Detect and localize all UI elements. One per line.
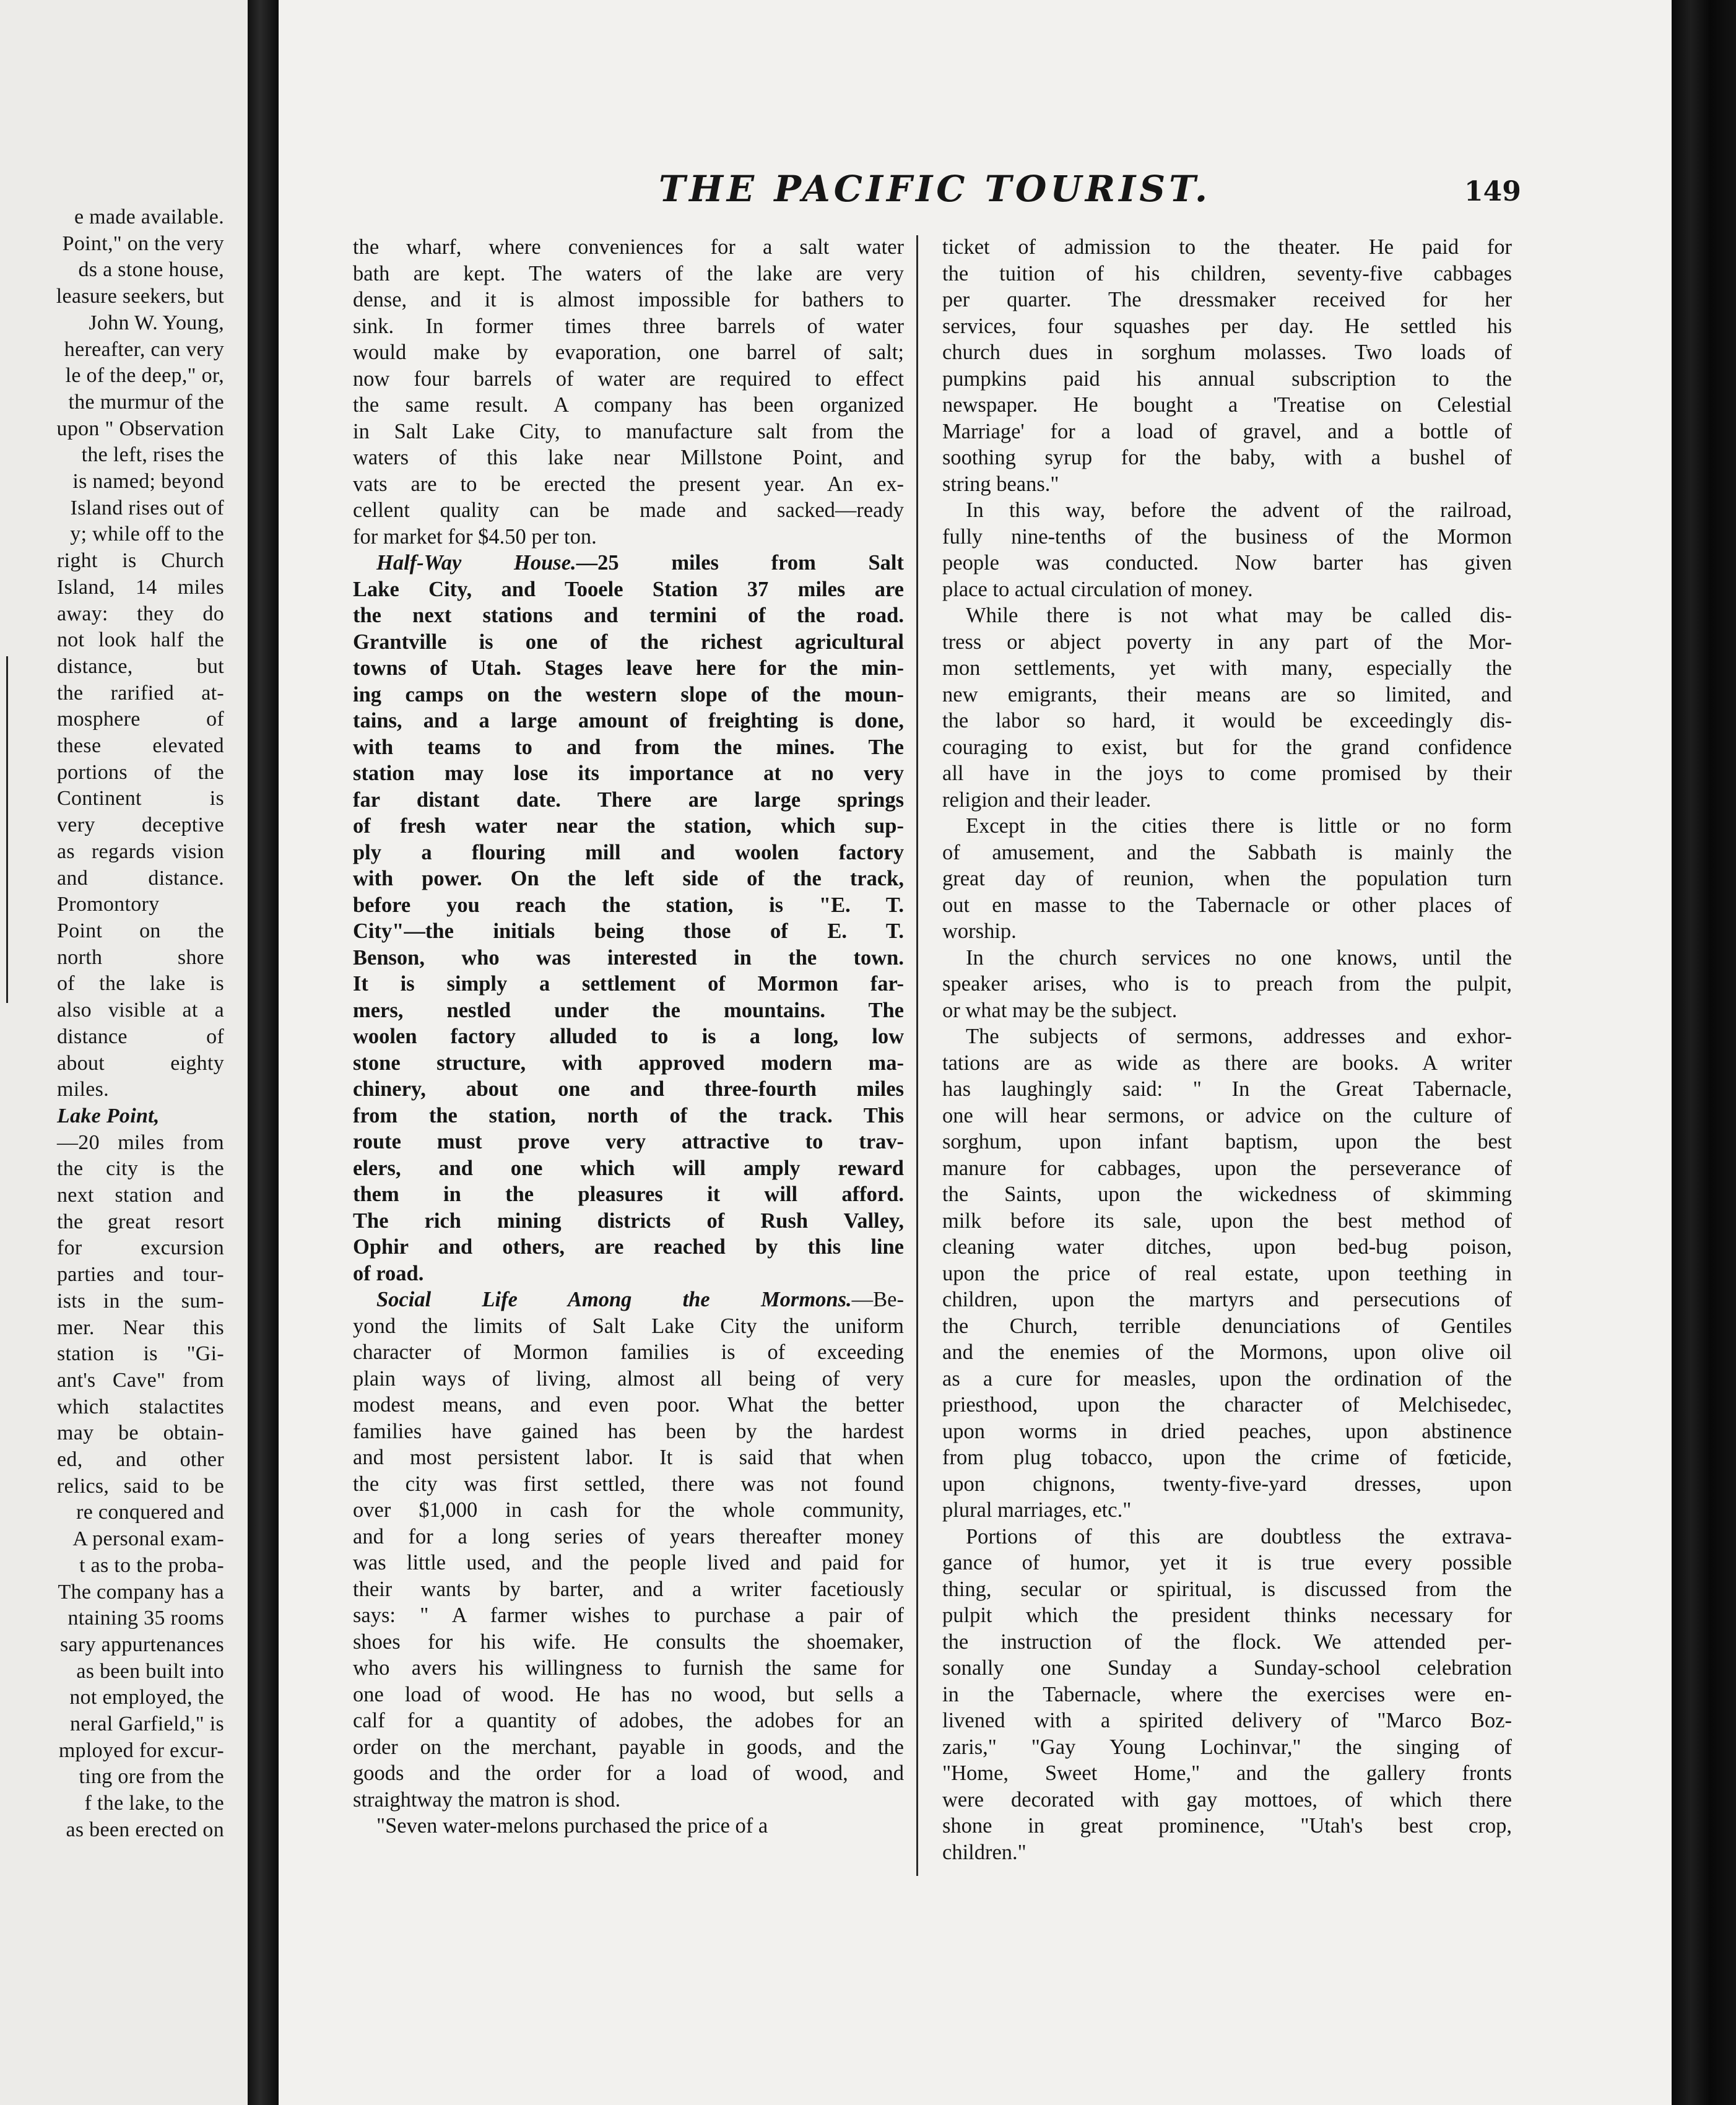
paragraph-line: Lake City, and Tooele Station 37 miles are: [353, 577, 904, 601]
paragraph-line: and the enemies of the Mormons, upon olive oil: [942, 1340, 1512, 1364]
paragraph-line: tress or abject poverty in any part of the Mor-: [942, 630, 1512, 654]
paragraph-line: now four barrels of water are required to effect: [353, 367, 904, 391]
paragraph-line: the wharf, where conveniences for a salt water: [353, 235, 904, 259]
paragraph-line: Grantville is one of the richest agricultural: [353, 630, 904, 654]
paragraph-line: upon chignons, twenty-five-yard dresses, upon: [942, 1472, 1512, 1496]
paragraph-line: out en masse to the Tabernacle or other places of: [942, 893, 1512, 917]
paragraph-line: shone in great prominence, "Utah's best crop,: [942, 1814, 1512, 1838]
paragraph-line: plural marriages, etc.": [942, 1498, 1132, 1522]
engraving-border: [0, 656, 8, 1003]
page-edge-shadow: [1672, 0, 1736, 2105]
paragraph-line: soothing syrup for the baby, with a bushel of: [942, 446, 1512, 469]
paragraph-line: for market for $4.50 per ton.: [353, 524, 597, 549]
text-column-left: [353, 234, 904, 1839]
facing-page-line: of the lake is: [57, 972, 224, 996]
text-column-right: [942, 234, 1512, 1865]
paragraph-line: priesthood, upon the character of Melchisedec,: [942, 1393, 1512, 1417]
paragraph-line: their wants by barter, and a writer facetiously: [353, 1577, 904, 1601]
facing-page-line: as been built into: [76, 1659, 224, 1683]
paragraph-line: calf for a quantity of adobes, the adobes for an: [353, 1709, 904, 1732]
facing-page-line: parties and tour-: [57, 1263, 224, 1287]
facing-page-line: and distance.: [57, 866, 224, 890]
paragraph-line: and most persistent labor. It is said that when: [353, 1446, 904, 1469]
paragraph-line: In this way, before the advent of the railroad,: [966, 498, 1512, 522]
facing-page-line: relics, said to be: [57, 1474, 224, 1498]
facing-page-line: y; while off to the: [70, 523, 224, 546]
paragraph-line: over $1,000 in cash for the whole community,: [353, 1498, 904, 1522]
paragraph-line: vats are to be erected the present year. An ex-: [353, 472, 904, 496]
paragraph-line: services, four squashes per day. He settled his: [942, 314, 1512, 338]
facing-page-line: the left, rises the: [81, 443, 224, 467]
paragraph-line: with power. On the left side of the track,: [353, 867, 904, 890]
paragraph-line: new emigrants, their means are so limited, and: [942, 682, 1512, 706]
paragraph-line: Benson, who was interested in the town.: [353, 945, 904, 970]
paragraph-line: milk before its sale, upon the best method of: [942, 1209, 1512, 1233]
paragraph-line: string beans.": [942, 472, 1059, 496]
facing-page-line: A personal exam-: [72, 1527, 224, 1551]
paragraph-line: them in the pleasures it will afford.: [353, 1183, 904, 1206]
paragraph-line: before you reach the station, is "E. T.: [353, 893, 904, 917]
facing-page-line: Island rises out of: [70, 496, 224, 519]
paragraph-line: or what may be the subject.: [942, 998, 1178, 1022]
paragraph-line: sorghum, upon infant baptism, upon the best: [942, 1130, 1512, 1153]
paragraph-line: order on the merchant, payable in goods, and the: [353, 1735, 904, 1759]
facing-page-line: Lake Point,: [57, 1104, 160, 1127]
paragraph-line: The subjects of sermons, addresses and exhor-: [966, 1025, 1512, 1048]
paragraph-line: as a cure for measles, upon the ordination of the: [942, 1366, 1512, 1391]
paragraph-line: sink. In former times three barrels of water: [353, 314, 904, 338]
paragraph-line: children.": [942, 1840, 1026, 1864]
paragraph-line: [353, 1287, 904, 1313]
paragraph-line: all have in the joys to come promised by their: [942, 762, 1512, 785]
paragraph-line: character of Mormon families is of exceeding: [353, 1340, 904, 1364]
facing-page-line: —20 miles from: [57, 1131, 224, 1154]
paragraph-line: ing camps on the western slope of the moun-: [353, 682, 904, 706]
paragraph-line: While there is not what may be called dis-: [966, 604, 1512, 627]
paragraph-line: pulpit which the president thinks necessary for: [942, 1604, 1512, 1627]
paragraph-line: tains, and a large amount of freighting is done,: [353, 709, 904, 732]
facing-page-line: ds a stone house,: [78, 258, 224, 282]
paragraph-line: livened with a spirited delivery of "Marco Boz-: [942, 1709, 1512, 1732]
paragraph-line: zaris," "Gay Young Lochinvar," the singing of: [942, 1735, 1512, 1759]
paragraph-line: says: " A farmer wishes to purchase a pair of: [353, 1604, 904, 1627]
paragraph-line: from the station, north of the track. This: [353, 1103, 904, 1127]
paragraph-line: goods and the order for a load of wood, and: [353, 1761, 904, 1785]
paragraph-line: ply a flouring mill and woolen factory: [353, 840, 904, 864]
paragraph-line: Except in the cities there is little or no form: [966, 814, 1512, 838]
paragraph-line: the Church, terrible denunciations of Gentiles: [942, 1314, 1512, 1338]
paragraph-line: families have gained has been by the hardest: [353, 1419, 904, 1443]
paragraph-line: mon settlements, yet with many, especially the: [942, 656, 1512, 680]
facing-page-line: Point," on the very: [62, 232, 224, 255]
facing-page-line: away: they do: [57, 602, 224, 625]
paragraph-line: the instruction of the flock. We attended per-: [942, 1630, 1512, 1654]
paragraph-line: would make by evaporation, one barrel of salt;: [353, 341, 904, 364]
facing-page-line: le of the deep," or,: [65, 364, 224, 388]
paragraph-line: towns of Utah. Stages leave here for the min-: [353, 656, 904, 680]
paragraph-line: who avers his willingness to furnish the same for: [353, 1656, 904, 1680]
heading-run-in-text: —Be-: [851, 1288, 904, 1311]
paragraph-line: plain ways of living, almost all being of very: [353, 1366, 904, 1391]
facing-page-line: Promontory: [57, 893, 160, 916]
paragraph-line: mers, nestled under the mountains. The: [353, 998, 904, 1022]
paragraph-line: couraging to exist, but for the grand confidence: [942, 735, 1512, 759]
paragraph-line: one load of wood. He has no wood, but sells a: [353, 1682, 904, 1706]
facing-page-line: distance of: [57, 1025, 224, 1048]
paragraph-line: modest means, and even poor. What the better: [353, 1393, 904, 1417]
paragraph-line: City"—the initials being those of E. T.: [353, 919, 904, 943]
paragraph-line: shoes for his wife. He consults the shoemaker,: [353, 1630, 904, 1654]
facing-page-line: distance, but: [57, 654, 224, 678]
paragraph-line: gance of humor, yet it is true every possible: [942, 1551, 1512, 1574]
paragraph-line: place to actual circulation of money.: [942, 577, 1253, 601]
facing-page-line: neral Garfield," is: [70, 1712, 224, 1736]
facing-page-line: also visible at a: [57, 999, 224, 1022]
facing-page-line: right is Church: [57, 549, 224, 573]
paragraph-line: woolen factory alluded to is a long, low: [353, 1025, 904, 1048]
paragraph-line: thing, secular or spiritual, is discussed from the: [942, 1577, 1512, 1601]
facing-page-line: the murmur of the: [68, 390, 224, 414]
facing-page-line: f the lake, to the: [84, 1792, 224, 1815]
facing-page-line: ting ore from the: [79, 1765, 224, 1789]
facing-page-line: as regards vision: [57, 840, 224, 863]
paragraph-line: children, upon the martyrs and persecutions of: [942, 1288, 1512, 1311]
facing-page-line: ntaining 35 rooms: [67, 1607, 224, 1630]
page-number: 149: [1464, 176, 1521, 207]
paragraph-line: sonally one Sunday a Sunday-school celebration: [942, 1656, 1512, 1680]
paragraph-line: worship.: [942, 919, 1017, 943]
paragraph-line: bath are kept. The waters of the lake are very: [353, 261, 904, 285]
facing-page-line: ed, and other: [57, 1448, 224, 1472]
paragraph-line: has laughingly said: " In the Great Tabernacle,: [942, 1077, 1512, 1101]
paragraph-line: the same result. A company has been organized: [353, 393, 904, 417]
paragraph-line: newspaper. He bought a 'Treatise on Celestial: [942, 393, 1512, 417]
facing-page-line: the great resort: [57, 1210, 224, 1233]
paragraph-line: fully nine-tenths of the business of the Mormon: [942, 524, 1512, 549]
facing-page-line: sary appurtenances: [60, 1633, 224, 1656]
heading-half-way-house: Half-Way House.: [376, 551, 576, 575]
paragraph-line: speaker arises, who is to preach from the pulpit,: [942, 972, 1512, 996]
heading-run-in-text: —25 miles from Salt: [576, 551, 904, 575]
paragraph-line: the city was first settled, there was not found: [353, 1472, 904, 1496]
facing-page-line: mployed for excur-: [58, 1738, 224, 1762]
paragraph-line: It is simply a settlement of Mormon far-: [353, 972, 904, 996]
paragraph-line: [353, 550, 904, 576]
paragraph-line: were decorated with gay mottoes, of which there: [942, 1787, 1512, 1812]
facing-page-line: station is "Gi-: [57, 1342, 224, 1366]
facing-page-line: re conquered and: [76, 1501, 224, 1524]
paragraph-line: stone structure, with approved modern ma-: [353, 1051, 904, 1075]
column-divider: [916, 235, 918, 1876]
paragraph-line: yond the limits of Salt Lake City the uniform: [353, 1314, 904, 1338]
paragraph-line: "Home, Sweet Home," and the gallery fronts: [942, 1761, 1512, 1785]
facing-page-line: may be obtain-: [57, 1421, 224, 1445]
facing-page-line: Island, 14 miles: [57, 575, 224, 599]
paragraph-line: religion and their leader.: [942, 788, 1152, 812]
facing-page-line: Point on the: [57, 919, 224, 942]
paragraph-line: the tuition of his children, seventy-five cabbages: [942, 261, 1512, 285]
facing-page-line: for excursion: [57, 1236, 224, 1260]
paragraph-line: in the Tabernacle, where the exercises were en-: [942, 1682, 1512, 1706]
facing-page-line: not employed, the: [69, 1686, 224, 1709]
paragraph-line: tations are as wide as there are books. A writer: [942, 1051, 1512, 1075]
paragraph-line: upon worms in dried peaches, upon abstinence: [942, 1419, 1512, 1443]
paragraph-line: the labor so hard, it would be exceedingly dis-: [942, 709, 1512, 732]
facing-page-line: very deceptive: [57, 814, 224, 837]
facing-page-line: north shore: [57, 945, 224, 969]
paragraph-line: route must prove very attractive to trav-: [353, 1130, 904, 1153]
paragraph-line: the next stations and termini of the road.: [353, 604, 904, 627]
facing-page-line: upon " Observation: [56, 417, 224, 440]
facing-page-line: ant's Cave" from: [57, 1368, 224, 1392]
facing-page-line: ists in the sum-: [57, 1289, 224, 1313]
paragraph-line: "Seven water-melons purchased the price of a: [376, 1814, 768, 1838]
paragraph-line: great day of reunion, when the population turn: [942, 867, 1512, 890]
facing-page-line: is named; beyond: [72, 470, 224, 493]
paragraph-line: cellent quality can be made and sacked—ready: [353, 498, 904, 522]
facing-page-line: portions of the: [57, 760, 224, 784]
facing-page-line: which stalactites: [57, 1395, 224, 1418]
book-gutter: [248, 0, 279, 2105]
facing-page-left: [0, 0, 248, 2105]
facing-page-line: these elevated: [57, 734, 224, 758]
facing-page-line: leasure seekers, but: [56, 285, 224, 308]
running-head: THE PACIFIC TOURIST.: [658, 168, 1212, 210]
paragraph-line: straightway the matron is shod.: [353, 1787, 621, 1812]
paragraph-line: the Saints, upon the wickedness of skimming: [942, 1183, 1512, 1206]
paragraph-line: elers, and one which will amply reward: [353, 1156, 904, 1180]
heading-social-life: Social Life Among the Mormons.: [376, 1288, 852, 1311]
facing-page-line: the city is the: [57, 1157, 224, 1181]
facing-page-line: the rarified at-: [57, 681, 224, 705]
paragraph-line: in Salt Lake City, to manufacture salt from the: [353, 419, 904, 443]
paragraph-line: cleaning water ditches, upon bed-bug poison,: [942, 1235, 1512, 1259]
paragraph-line: of fresh water near the station, which sup-: [353, 814, 904, 838]
paragraph-line: Portions of this are doubtless the extrava-: [966, 1524, 1512, 1548]
paragraph-line: was little used, and the people lived and paid for: [353, 1551, 904, 1574]
facing-page-line: miles.: [57, 1078, 109, 1101]
paragraph-line: waters of this lake near Millstone Point, and: [353, 446, 904, 469]
facing-page-line: mer. Near this: [57, 1316, 224, 1339]
facing-page-text: [0, 204, 224, 1844]
paragraph-line: of amusement, and the Sabbath is mainly the: [942, 840, 1512, 864]
facing-page-line: mosphere of: [57, 708, 224, 731]
facing-page-line: about eighty: [57, 1051, 224, 1075]
paragraph-line: people was conducted. Now barter has given: [942, 551, 1512, 575]
paragraph-line: one will hear sermons, or advice on the culture of: [942, 1103, 1512, 1127]
paragraph-line: of road.: [353, 1261, 424, 1285]
paragraph-line: manure for cabbages, upon the perseverance of: [942, 1156, 1512, 1180]
facing-page-line: Continent is: [57, 787, 224, 810]
paragraph-line: station may lose its importance at no very: [353, 762, 904, 785]
facing-page-line: The company has a: [58, 1580, 224, 1604]
paragraph-line: ticket of admission to the theater. He paid for: [942, 235, 1512, 259]
paragraph-line: upon the price of real estate, upon teething in: [942, 1261, 1512, 1285]
paragraph-line: The rich mining districts of Rush Valley,: [353, 1209, 904, 1233]
paragraph-line: and for a long series of years thereafter money: [353, 1524, 904, 1548]
facing-page-line: as been erected on: [66, 1818, 224, 1841]
paragraph-line: per quarter. The dressmaker received for her: [942, 288, 1512, 311]
paragraph-line: with teams to and from the mines. The: [353, 735, 904, 759]
paragraph-line: dense, and it is almost impossible for bathers to: [353, 288, 904, 311]
paragraph-line: Marriage' for a load of gravel, and a bottle of: [942, 419, 1512, 443]
facing-page-line: hereafter, can very: [64, 337, 224, 361]
facing-page-line: John W. Young,: [89, 311, 224, 334]
paragraph-line: far distant date. There are large springs: [353, 788, 904, 812]
facing-page-line: next station and: [57, 1184, 224, 1207]
paragraph-line: chinery, about one and three-fourth miles: [353, 1077, 904, 1101]
facing-page-line: e made available.: [74, 206, 224, 228]
paragraph-line: from plug tobacco, upon the crime of fœticide,: [942, 1446, 1512, 1469]
paragraph-line: Ophir and others, are reached by this line: [353, 1235, 904, 1259]
paragraph-line: In the church services no one knows, until the: [966, 945, 1512, 970]
paragraph-line: church dues in sorghum molasses. Two loads of: [942, 341, 1512, 364]
facing-page-line: not look half the: [57, 628, 224, 652]
facing-page-line: t as to the proba-: [79, 1553, 224, 1577]
paragraph-line: pumpkins paid his annual subscription to the: [942, 367, 1512, 391]
